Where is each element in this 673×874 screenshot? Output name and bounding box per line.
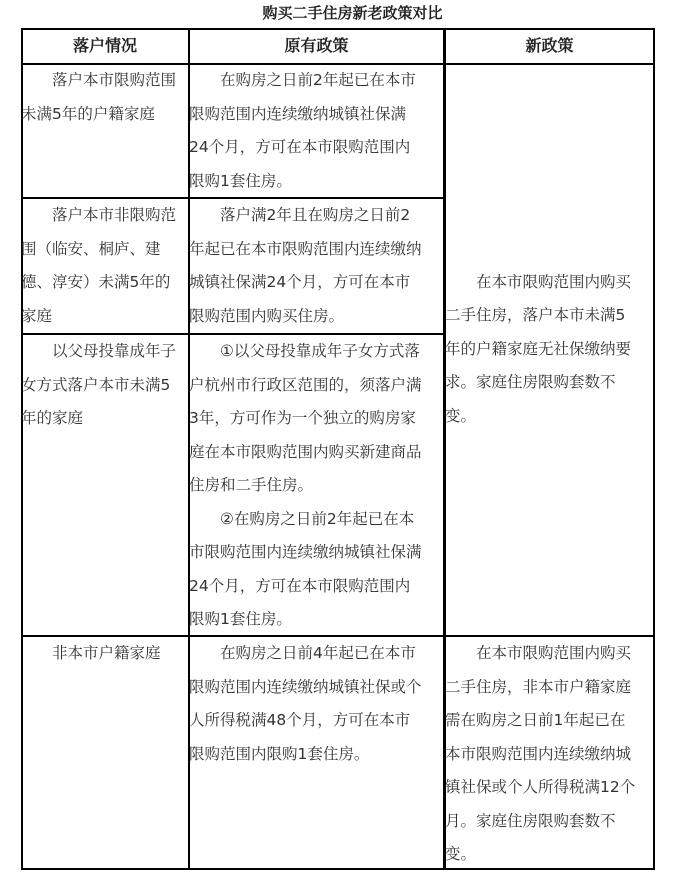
header-old-policy: 原有政策	[284, 36, 349, 55]
text-line: 在本市限购范围内购买	[476, 644, 632, 662]
text-line: 二手住房，落户本市未满5	[445, 306, 626, 325]
text-line: 限购范围内连续缴纳城镇社保或个	[189, 677, 422, 696]
row1-situation	[21, 64, 189, 131]
text-line: ②在购房之日前2年起已在本	[220, 509, 415, 528]
policy-comparison-table	[21, 28, 655, 869]
text-line: 在购房之日前4年起已在本市	[220, 644, 416, 662]
text-line: 城镇社保满24个月，方可在本市	[189, 273, 411, 291]
row2-situation	[21, 199, 189, 333]
row3-situation	[21, 335, 189, 436]
row1-old-policy	[189, 64, 444, 198]
text-line: 在本市限购范围内购买	[476, 272, 632, 291]
table-border-left	[21, 28, 23, 869]
text-line: 限购范围内连续缴纳城镇社保满	[189, 104, 407, 123]
text-line: 求。家庭住房限购套数不	[445, 373, 616, 392]
text-line: 限购1套住房。	[189, 610, 292, 628]
text-line: 镇社保或个人所得税满12个	[445, 778, 636, 796]
row4-old-policy	[189, 637, 444, 771]
text-line: 变。	[445, 406, 477, 425]
text-line: 本市限购范围内连续缴纳城	[445, 744, 632, 763]
text-line: 年的户籍家庭无社保缴纳要	[445, 339, 632, 358]
text-line: 落户本市非限购范	[52, 206, 177, 224]
text-line: 以父母投靠成年子	[52, 342, 177, 360]
text-line: 24个月，方可在本市限购范围内	[189, 138, 411, 156]
text-line: 人所得税满48个月，方可在本市	[189, 711, 411, 729]
text-line: 家庭	[21, 306, 53, 325]
text-line: 年起已在本市限购范围内连续缴纳	[189, 239, 422, 258]
text-line: 围（临安、桐庐、建	[21, 239, 161, 258]
text-line: 限购范围内购买住房。	[189, 306, 345, 325]
text-line: 非本市户籍家庭	[52, 644, 161, 662]
text-line: 户杭州市行政区范围的，须落户满	[189, 375, 422, 394]
text-line: 3年，方可作为一个独立的购房家	[189, 409, 416, 427]
text-line: ①以父母投靠成年子女方式落	[220, 342, 420, 360]
text-line: 住房和二手住房。	[189, 476, 314, 494]
text-line: 落户本市限购范围	[52, 71, 177, 89]
text-line: 变。	[445, 845, 477, 863]
text-line: 需在购房之日前1年起已在	[445, 711, 626, 729]
text-line: 二手住房，非本市户籍家庭	[445, 677, 632, 696]
header-new-policy: 新政策	[525, 36, 574, 55]
header-situation: 落户情况	[72, 36, 137, 55]
text-line: 年的家庭	[21, 409, 84, 427]
text-line: 限购1套住房。	[189, 171, 292, 190]
row4-new-policy	[445, 637, 654, 872]
text-line: 市限购范围内连续缴纳城镇社保满	[189, 543, 422, 561]
row2-old-policy	[189, 199, 444, 333]
text-line: 女方式落户本市未满5	[21, 375, 171, 394]
row4-situation	[21, 637, 189, 671]
text-line: 限购范围内限购1套住房。	[189, 744, 370, 763]
text-line: 落户满2年且在购房之日前2	[220, 206, 411, 224]
text-line: 月。家庭住房限购套数不	[445, 811, 616, 830]
text-line: 24个月，方可在本市限购范围内	[189, 576, 411, 595]
row3-old-policy	[189, 335, 444, 637]
page-title: 购买二手住房新老政策对比	[262, 4, 443, 22]
text-line: 庭在本市限购范围内购买新建商品	[189, 442, 422, 461]
text-line: 在购房之日前2年起已在本市	[220, 71, 416, 89]
text-line: 未满5年的户籍家庭	[21, 104, 155, 123]
merged-new-policy	[445, 64, 654, 635]
text-line: 德、淳安）未满5年的	[21, 273, 171, 291]
